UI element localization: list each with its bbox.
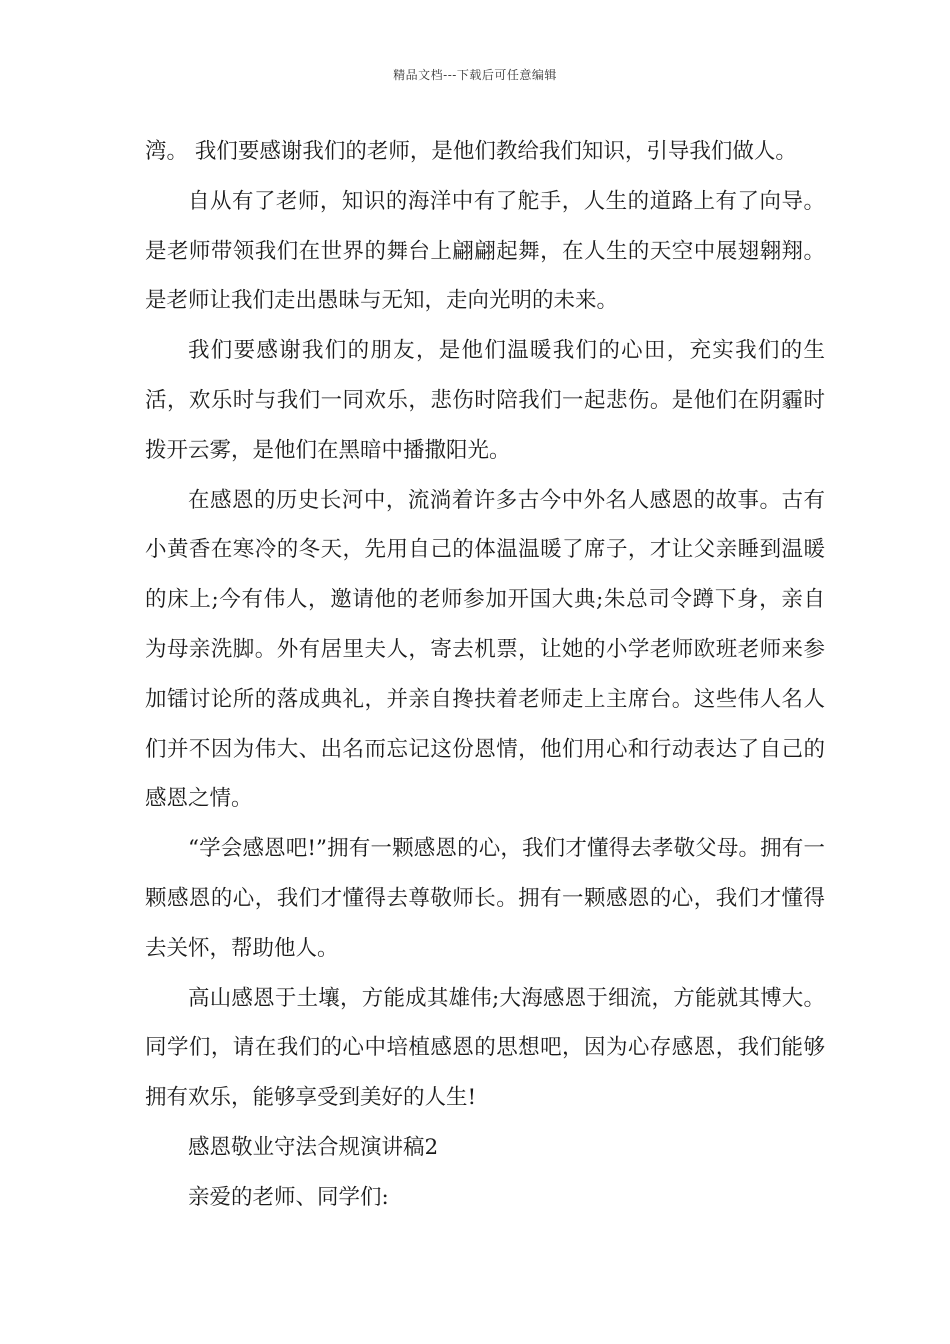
document-body	[145, 127, 825, 1223]
salutation: 亲爱的老师、同学们:	[188, 1184, 389, 1210]
paragraph-mountains-seas: 高山感恩于土壤，方能成其雄伟;大海感恩于细流，方能就其博大。同学们，请在我们的心中培植感恩的思想吧，因为心存感恩，我们能够拥有欢乐，能够享受到美好的人生!	[145, 985, 825, 1111]
paragraph-continuation: 湾。 我们要感谢我们的老师，是他们教给我们知识，引导我们做人。	[145, 139, 797, 164]
paragraph-friends: 我们要感谢我们的朋友，是他们温暖我们的心田，充实我们的生活，欢乐时与我们一同欢乐，悲伤时陪我们一起悲伤。是他们在阴霾时拨开云雾，是他们在黑暗中播撒阳光。	[145, 338, 825, 463]
paragraph-learn-gratitude: “学会感恩吧!”拥有一颗感恩的心，我们才懂得去孝敬父母。拥有一颗感恩的心，我们才懂得去尊敬师长。拥有一颗感恩的心，我们才懂得去关怀，帮助他人。	[145, 836, 825, 961]
page-header: 精品文档---下载后可任意编辑	[393, 68, 557, 82]
paragraph-teachers: 自从有了老师，知识的海洋中有了舵手，人生的道路上有了向导。是老师带领我们在世界的舞台上翩翩起舞，在人生的天空中展翅翱翔。是老师让我们走出愚昧与无知，走向光明的未来。	[145, 188, 825, 314]
section-title: 感恩敬业守法合规演讲稿2	[188, 1134, 439, 1160]
paragraph-history: 在感恩的历史长河中，流淌着许多古今中外名人感恩的故事。古有小黄香在寒冷的冬天，先用自己的体温温暖了席子，才让父亲睡到温暖的床上;今有伟人，邀请他的老师参加开国大典;朱总司令蹲下身，亲自为母亲洗脚。外有居里夫人，寄去机票，让她的小学老师欧班老师来参加镭讨论所的落成典礼，并亲自搀扶着老师走上主席台。这些伟人名人们并不因为伟大、出名而忘记这份恩情，他们用心和行动表达了自己的感恩之情。	[145, 487, 825, 812]
